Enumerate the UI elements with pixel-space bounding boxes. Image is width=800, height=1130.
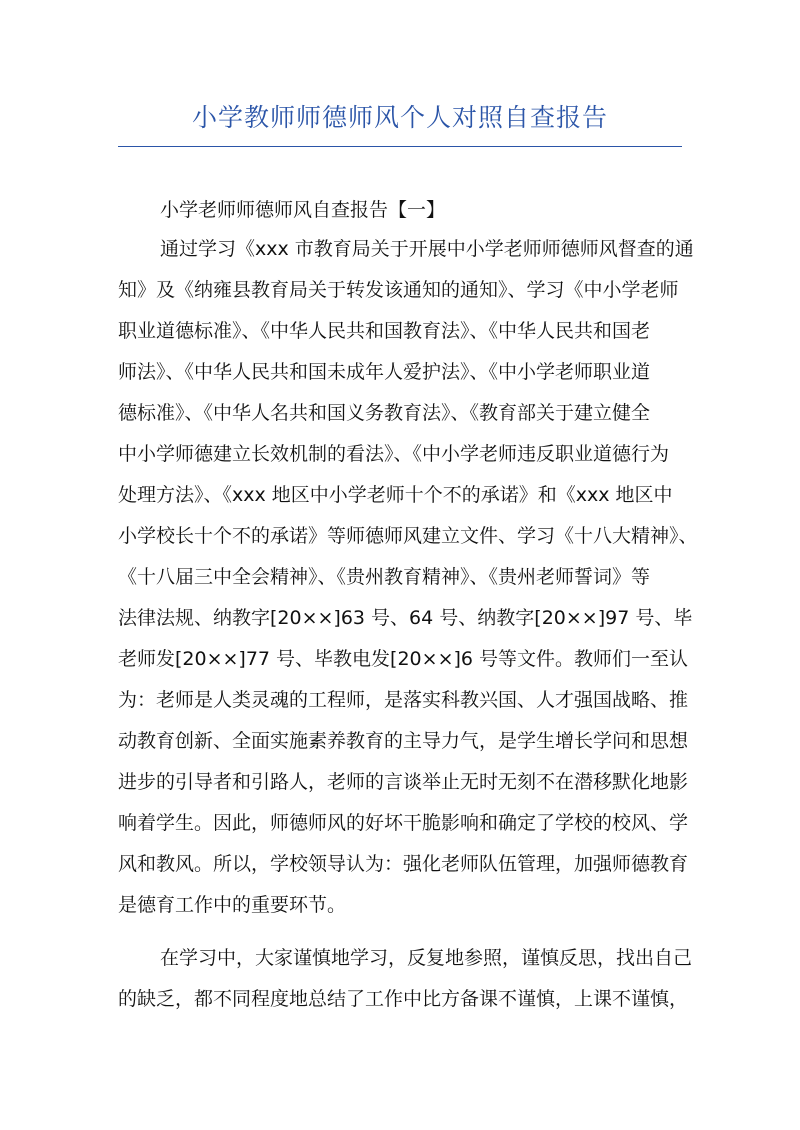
paragraph-line: 为：老师是人类灵魂的工程师，是落实科教兴国、人才强国战略、推 [118,689,689,711]
paragraph-line: 响着学生。因此，师德师风的好坏干脆影响和确定了学校的校风、学 [118,812,689,834]
paragraph-line: 处理方法》、《xxx 地区中小学老师十个不的承诺》和《xxx 地区中 [118,484,673,506]
paragraph-line: 动教育创新、全面实施素养教育的主导力气，是学生增长学问和思想 [118,730,689,752]
section-heading: 小学老师师德师风自查报告【一】 [160,199,446,221]
paragraph-line: 小学校长十个不的承诺》等师德师风建立文件、学习《十八大精神》、 [118,525,698,547]
paragraph-line: 《十八届三中全会精神》、《贵州教育精神》、《贵州老师誓词》等 [118,566,651,588]
paragraph-line: 知》及《纳雍县教育局关于转发该通知的通知》、学习《中小学老师 [118,279,679,301]
document-title: 小学教师师德师风个人对照自查报告 [191,103,608,132]
paragraph-line: 是德育工作中的重要环节。 [118,894,347,916]
paragraph-line: 法律法规、纳教字[20××]63 号、64 号、纳教字[20××]97 号、毕 [118,607,693,629]
paragraph-line: 老师发[20××]77 号、毕教电发[20××]6 号等文件。教师们一至认 [118,648,689,670]
paragraph-line: 师法》、《中华人民共和国未成年人爱护法》、《中小学老师职业道 [118,361,651,383]
paragraph-line: 职业道德标准》、《中华人民共和国教育法》、《中华人民共和国老 [118,320,651,342]
paragraph-line: 在学习中，大家谨慎地学习，反复地参照，谨慎反思，找出自己 [160,947,693,969]
paragraph-line: 风和教风。所以，学校领导认为：强化老师队伍管理，加强师德教育 [118,853,689,875]
paragraph-line: 进步的引导者和引路人，老师的言谈举止无时无刻不在潜移默化地影 [118,771,689,793]
paragraph-line: 中小学师德建立长效机制的看法》、《中小学老师违反职业道德行为 [118,443,670,465]
paragraph-line: 的缺乏，都不同程度地总结了工作中比方备课不谨慎，上课不谨慎， [118,988,689,1010]
paragraph-line: 通过学习《xxx 市教育局关于开展中小学老师师德师风督查的通 [160,238,694,260]
paragraph-line: 德标准》、《中华人名共和国义务教育法》、《教育部关于建立健全 [118,402,651,424]
